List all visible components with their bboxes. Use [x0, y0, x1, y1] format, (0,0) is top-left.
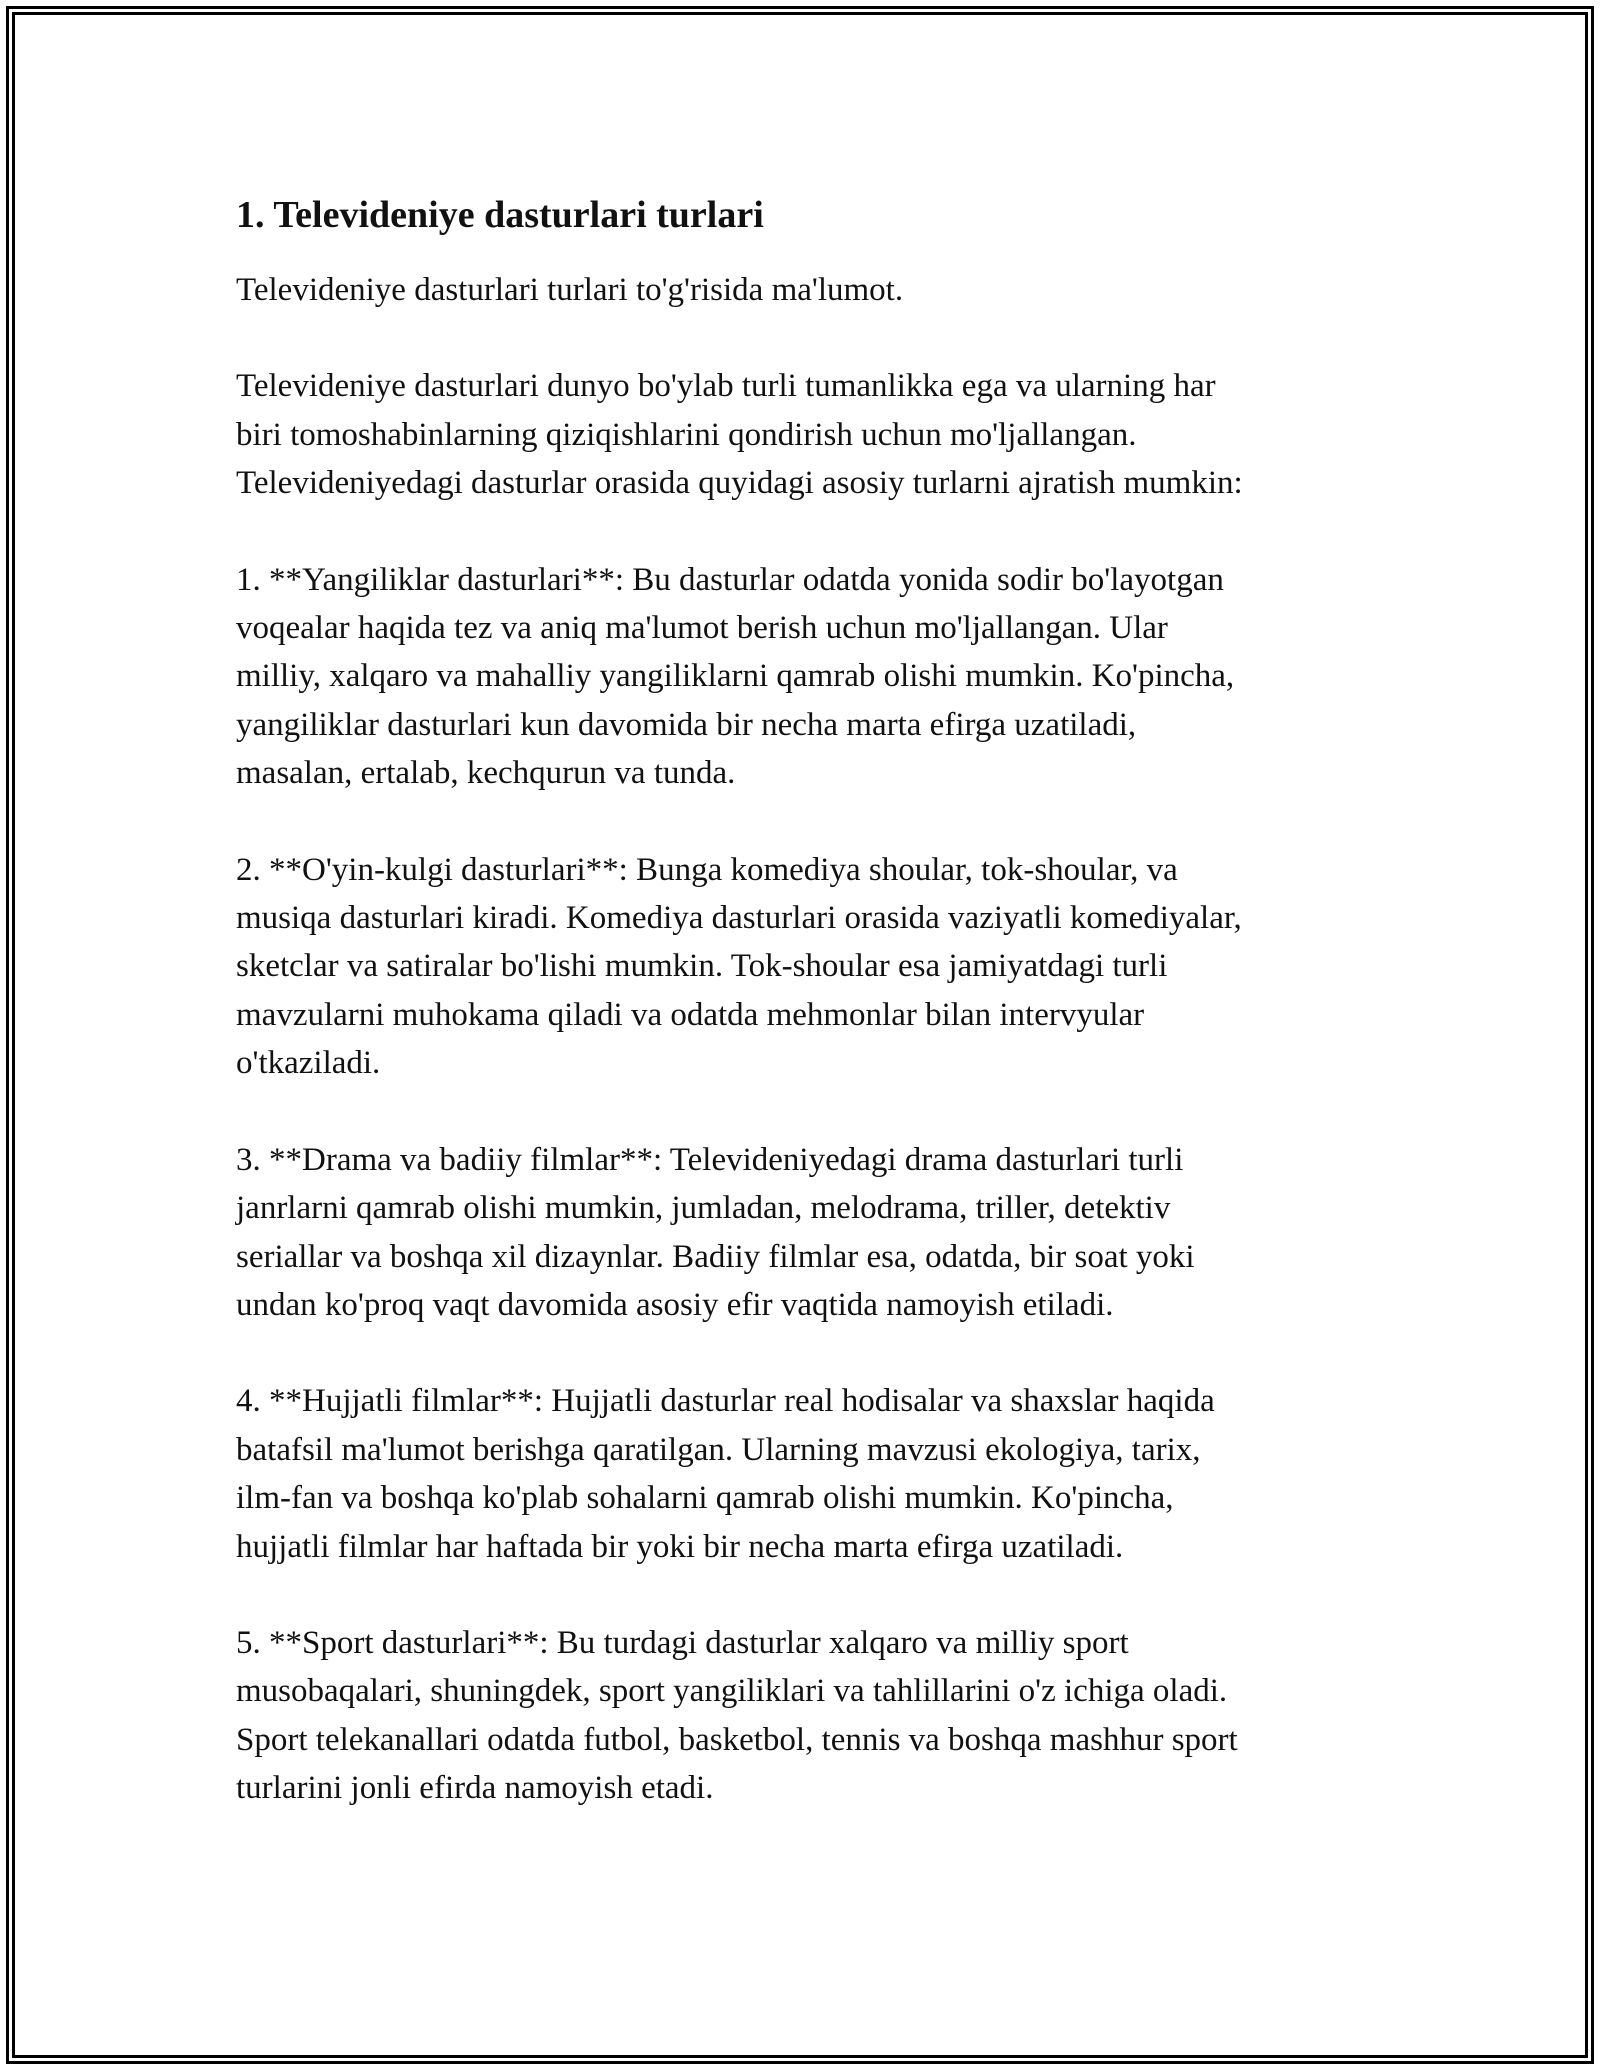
news-programs-paragraph: 1. **Yangiliklar dasturlari**: Bu dasturlar odatda yonida sodir bo'layotgan voqealar haqida tez va aniq ma'lumot berish uchun mo'ljallangan. Ular milliy, xalqaro va mahalliy yangiliklarni qamrab olishi mumkin. Ko'pincha, yangiliklar dasturlari kun davomida bir necha marta efirga uzatiladi, masalan, ertalab, kechqurun va tunda.: [236, 561, 1235, 792]
intro-paragraph: Televideniye dasturlari turlari to'g'risida ma'lumot.: [236, 272, 904, 308]
documentary-films-paragraph: 4. **Hujjatli filmlar**: Hujjatli dasturlar real hodisalar va shaxslar haqida batafsil ma'lumot berishga qaratilgan. Ularning mavzusi ekologiya, tarix, ilm-fan va boshqa ko'plab sohalarni qamrab olishi mumkin. Ko'pincha, hujjatli filmlar har haftada bir yoki bir necha marta efirga uzatiladi.: [236, 1383, 1215, 1565]
document-body: [236, 188, 1386, 1861]
drama-films-paragraph: 3. **Drama va badiiy filmlar**: Televideniyedagi drama dasturlari turli janrlarni qamrab olishi mumkin, jumladan, melodrama, triller, detektiv seriallar va boshqa xil dizaynlar. Badiiy filmlar esa, odatda, bir soat yoki undan ko'proq vaqt davomida asosiy efir vaqtida namoyish etiladi.: [236, 1141, 1195, 1323]
document-title: 1. Televideniye dasturlari turlari: [236, 194, 764, 236]
entertainment-programs-paragraph: 2. **O'yin-kulgi dasturlari**: Bunga komediya shoular, tok-shoular, va musiqa dasturlari kiradi. Komediya dasturlari orasida vaziyatli komediyalar, sketclar va satiralar bo'lishi mumkin. Tok-shoular esa jamiyatdagi turli mavzularni muhokama qiladi va odatda mehmonlar bilan intervyular o'tkaziladi.: [236, 851, 1242, 1082]
sports-programs-paragraph: 5. **Sport dasturlari**: Bu turdagi dasturlar xalqaro va milliy sport musobaqalari, shuningdek, sport yangiliklari va tahlillarini o'z ichiga oladi. Sport telekanallari odatda futbol, basketbol, tennis va boshqa mashhur sport turlarini jonli efirda namoyish etadi.: [236, 1624, 1238, 1807]
overview-paragraph: Televideniye dasturlari dunyo bo'ylab turli tumanlikka ega va ularning har biri tomoshabinlarning qiziqishlarini qondirish uchun mo'ljallangan. Televideniyedagi dasturlar orasida quyidagi asosiy turlarni ajratish mumkin:: [236, 368, 1243, 502]
